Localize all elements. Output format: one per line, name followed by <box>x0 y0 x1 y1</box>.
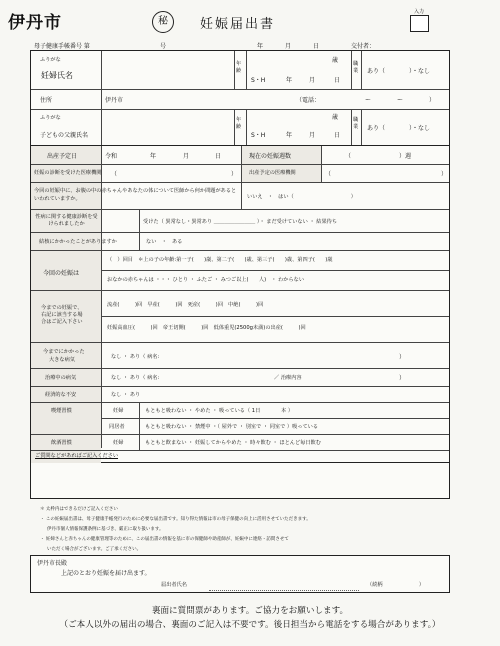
input-label: 入力 <box>414 9 425 15</box>
footer-line-1: 裏面に質問票があります。ご協力をお願いします。 <box>151 606 349 616</box>
footer-line-2: （ご本人以外の届出の場合、裏面のご記入は不要です。後日担当から電話をする場合があります。） <box>59 620 441 630</box>
father-era: S・H <box>251 132 266 139</box>
this-pregnancy-label: 今回の妊娠は <box>43 270 80 277</box>
pregnant-age-label: 年齢 <box>236 61 242 74</box>
father-birth-day: 日 <box>334 132 341 139</box>
economic-worry-answer[interactable]: なし ・ あり <box>111 392 141 398</box>
father-job-label: 職業 <box>353 117 359 130</box>
pregnant-name-label: 妊婦氏名 <box>41 71 73 80</box>
handbook-number-suffix: 号 <box>160 43 167 50</box>
handbook-number-label: 母子健康手帳番号 第 <box>34 43 90 50</box>
tuberculosis-label: 結核にかかったことがありますか <box>39 239 117 245</box>
due-date-year: 年 <box>150 153 157 160</box>
smoking-pregnant-label: 妊婦 <box>113 408 124 414</box>
past-outcomes-line[interactable]: 流産( )回 早産( )回 死産( )回 中絶( )回 <box>107 302 264 308</box>
diagnosis-open: （ <box>111 171 118 178</box>
smoking-cohabitant-answer[interactable]: もともと吸わない ・ 禁煙中 ・（ 屋外で ・ 別室で ・ 同室で ）吸っている <box>145 424 319 430</box>
past-illness-answer[interactable]: なし ・ あり（ 病名: <box>111 354 160 360</box>
father-age-unit: 歳 <box>332 114 339 121</box>
past-label-3: 合はご記入下さい <box>41 319 83 325</box>
address-city: 伊丹市 <box>105 97 124 104</box>
pregnant-era: S・H <box>251 77 266 84</box>
applicant-name-field[interactable] <box>209 578 359 591</box>
note-4: ・ 妊婦さんと赤ちゃんの健康管理等のために、この届出書の情報を基に市の保健師や助産師が、妊娠中に連絡・訪問させて <box>40 537 289 542</box>
issuer-label: 交付者： <box>351 43 376 50</box>
treating-answer[interactable]: なし ・ あり（ 病名: <box>111 375 160 381</box>
concern-question: 今回の妊娠中に、お腹の中の赤ちゃんやあなたの体について医師から何か問題があるといわれていますか。 <box>34 188 237 202</box>
pregnant-birth-year: 年 <box>286 77 293 84</box>
pregnancy-count-line[interactable]: （ ）回目 ＊上の子の年齢:第一子( )歳、第二子( )歳、第三子( )歳、第四子( )歳 <box>107 257 333 263</box>
treating-close: ） <box>399 375 406 382</box>
current-weeks-open: （ <box>345 153 352 160</box>
father-name-field[interactable] <box>102 110 233 146</box>
checkup-label: 性病に関する健康診断を受けられましたか <box>35 214 98 227</box>
mayor-label: 伊丹市長殿 <box>37 560 68 567</box>
address-field[interactable] <box>141 90 291 108</box>
city-name: 伊丹市 <box>8 13 62 33</box>
past-illness-label-1: 今までにかかった <box>43 349 85 355</box>
father-birth-month: 月 <box>309 132 316 139</box>
drinking-pregnant-label: 妊婦 <box>113 440 124 446</box>
due-date-month: 月 <box>183 153 190 160</box>
drinking-label: 飲酒習慣 <box>51 440 72 446</box>
free-note-label: ご質問などがあればご記入ください <box>35 453 119 459</box>
applicant-label: 届出者氏名 <box>161 582 187 588</box>
smoking-cohabitant-label: 同居者 <box>109 424 125 430</box>
form-title: 妊娠届出書 <box>200 17 276 32</box>
smoking-label: 喫煙習慣 <box>51 408 72 414</box>
pregnant-birth-month: 月 <box>309 77 316 84</box>
current-weeks-close: ）週 <box>399 153 412 160</box>
free-note-area[interactable] <box>30 463 450 499</box>
due-date-label: 出産予定日 <box>47 153 78 160</box>
father-job-options[interactable]: あり（ ）・なし <box>367 125 431 132</box>
pregnant-job-label: 職業 <box>353 61 359 74</box>
phone-close: ） <box>429 97 436 104</box>
smoking-pregnant-answer[interactable]: もともと吸わない ・ やめた ・ 吸っている（ 1日 本 ） <box>145 408 294 414</box>
address-label: 住所 <box>40 97 53 104</box>
tuberculosis-answer[interactable]: ない ・ ある <box>146 239 183 245</box>
drinking-answer[interactable]: もともと飲まない ・ 妊娠してからやめた ・ 時々飲む ・ ほとんど毎日飲む <box>145 440 321 446</box>
due-date-era: 令和 <box>105 153 118 160</box>
input-checkbox[interactable] <box>410 15 429 32</box>
past-label-2: 右記に該当する場 <box>41 312 83 318</box>
treating-label: 治療中の病気 <box>45 375 77 381</box>
planned-birth-label: 出産予定の医療機関 <box>249 170 296 176</box>
diagnosis-label: 妊娠の診断を受けた医療機関 <box>34 170 102 176</box>
relationship-field[interactable]: （続柄 ） <box>367 582 425 588</box>
planned-birth-close: ） <box>441 171 448 178</box>
baby-count-line[interactable]: おなかの赤ちゃんは ・・・ ひとり ・ ふたご ・ みつご以上( 人) ・ わからない <box>107 277 305 283</box>
pregnancy-table <box>30 145 450 463</box>
issue-month-label: 月 <box>285 43 292 50</box>
concern-answer[interactable]: いいえ ・ はい（ ） <box>247 194 356 200</box>
checkup-answer[interactable]: 受けた（ 異常なし・異常あり ＿＿＿＿＿＿＿＿ ）・ まだ受けていない ・ 結果待ち <box>143 219 338 225</box>
pregnant-job-options[interactable]: あり（ ）・なし <box>367 68 431 75</box>
phone-label: （電話： <box>296 97 321 104</box>
issue-day-label: 日 <box>313 43 320 50</box>
note-1: ＊ 太枠内はできるだけご記入ください <box>40 507 118 512</box>
father-birth-year: 年 <box>286 132 293 139</box>
pregnant-furigana-label: ふりがな <box>40 57 61 63</box>
pregnant-birth-day: 日 <box>334 77 341 84</box>
pregnant-age-unit: 歳 <box>332 57 339 64</box>
father-name-label: 子どもの父親氏名 <box>40 132 89 139</box>
phone-dash-2: ー <box>397 97 404 104</box>
confidential-stamp: 秘 <box>152 11 174 33</box>
father-age-label: 年齢 <box>236 117 242 130</box>
note-2: ・ この妊娠届出書は、母子健康手帳発行のために必要な届出書です。知り得た情報は市の母子保健の向上に活用させていただきます。 <box>40 517 311 522</box>
parents-table <box>30 50 450 147</box>
father-furigana-label: ふりがな <box>40 115 61 121</box>
diagnosis-close: ） <box>231 171 238 178</box>
past-illness-close: ） <box>399 354 406 361</box>
past-complications-line[interactable]: 妊娠高血圧( )回 帝王切開( )回 低体重児(2500g未満)の出産( )回 <box>107 325 306 331</box>
note-5: いただく場合がございます。ご了承ください。 <box>47 547 142 552</box>
past-illness-label-2: 大きな病気 <box>49 357 75 363</box>
pregnant-name-field[interactable] <box>102 52 233 88</box>
economic-worry-label: 経済的な不安 <box>45 392 77 398</box>
submission-box <box>30 555 450 593</box>
issue-year-label: 年 <box>257 43 264 50</box>
note-3: 伊丹市個人情報保護条例に基づき、厳正に取り扱います。 <box>47 527 164 532</box>
declaration-text: 上記のとおり妊娠を届け出ます。 <box>61 570 151 577</box>
current-weeks-label: 現在の妊娠週数 <box>249 153 292 160</box>
past-label-1: 今までの妊娠で、 <box>41 305 83 311</box>
phone-dash-1: ー <box>365 97 372 104</box>
due-date-day: 日 <box>215 153 222 160</box>
planned-birth-open: （ <box>325 171 332 178</box>
treating-content: ／ 治療内容 <box>274 375 302 381</box>
